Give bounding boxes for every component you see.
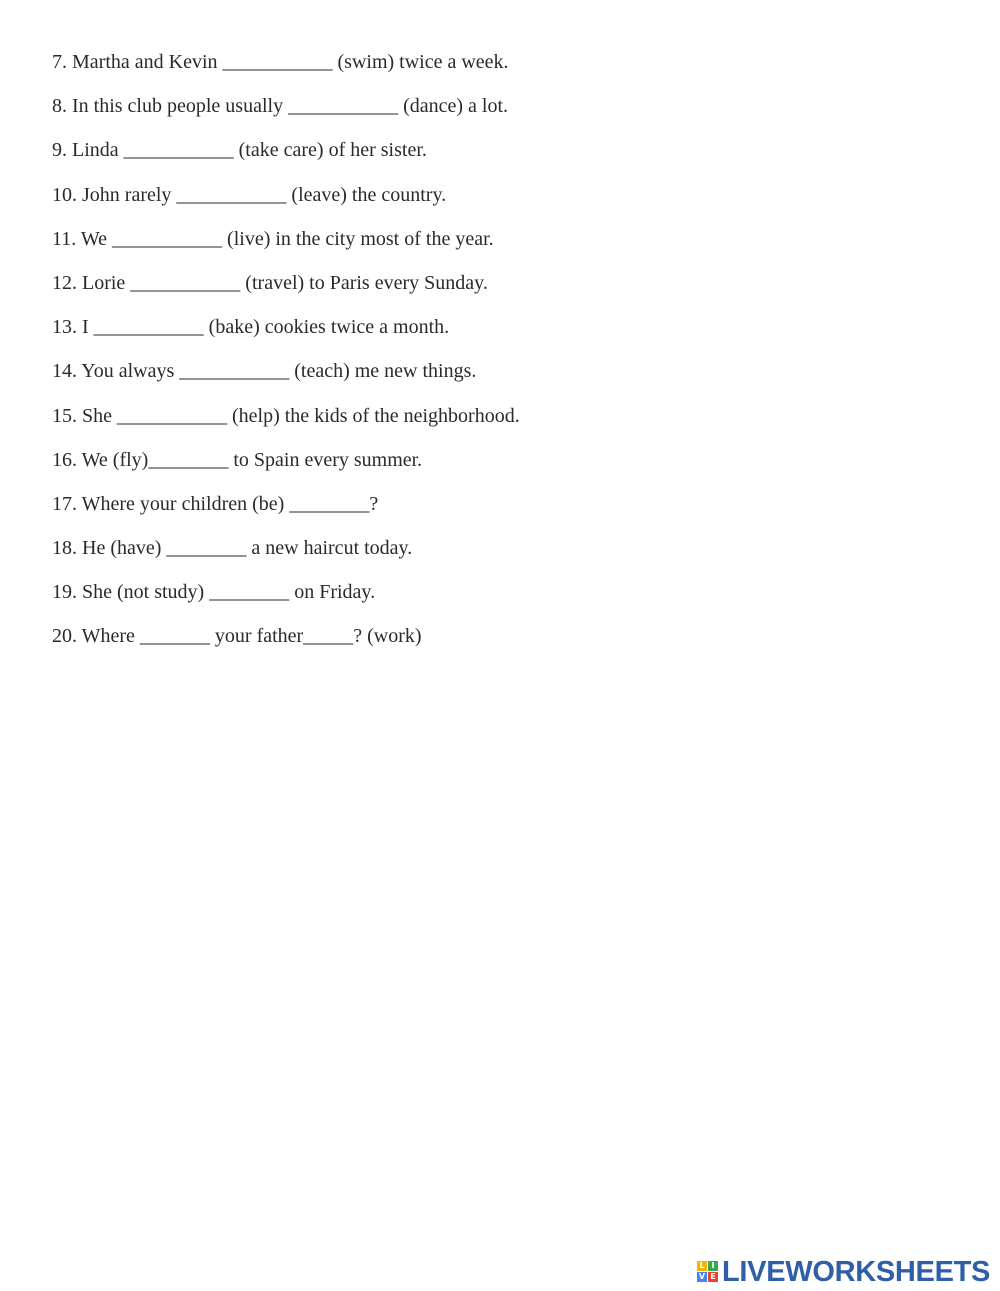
logo-mark-letter-e: E xyxy=(708,1272,718,1282)
question-15: 15. She ___________ (help) the kids of the neighborhood. xyxy=(52,404,520,427)
question-19: 19. She (not study) ________ on Friday. xyxy=(52,581,376,604)
question-9: 9. Linda ___________ (take care) of her sister. xyxy=(52,139,427,162)
logo-wordmark: LIVEWORKSHEETS xyxy=(722,1256,991,1288)
question-16: 16. We (fly)________ to Spain every summer. xyxy=(52,448,423,471)
worksheet-questions xyxy=(52,50,952,669)
liveworksheets-logo-icon xyxy=(697,1261,719,1283)
question-11: 11. We ___________ (live) in the city most of the year. xyxy=(52,227,494,250)
question-7: 7. Martha and Kevin ___________ (swim) twice a week. xyxy=(52,51,509,73)
question-8: 8. In this club people usually ___________ (dance) a lot. xyxy=(52,95,509,118)
question-14: 14. You always ___________ (teach) me new things. xyxy=(52,360,477,383)
logo-mark-letter-v: V xyxy=(698,1272,706,1281)
logo-mark-letter-i: I xyxy=(708,1261,718,1271)
liveworksheets-logo xyxy=(697,1257,990,1287)
question-10: 10. John rarely ___________ (leave) the country. xyxy=(52,183,447,206)
logo-mark-letter-l: L xyxy=(697,1261,707,1271)
question-18: 18. He (have) ________ a new haircut today. xyxy=(52,537,413,560)
question-13: 13. I ___________ (bake) cookies twice a month. xyxy=(52,316,450,339)
question-12: 12. Lorie ___________ (travel) to Paris every Sunday. xyxy=(52,271,488,294)
question-20: 20. Where _______ your father_____? (work) xyxy=(52,625,422,648)
question-17: 17. Where your children (be) ________? xyxy=(52,492,379,515)
